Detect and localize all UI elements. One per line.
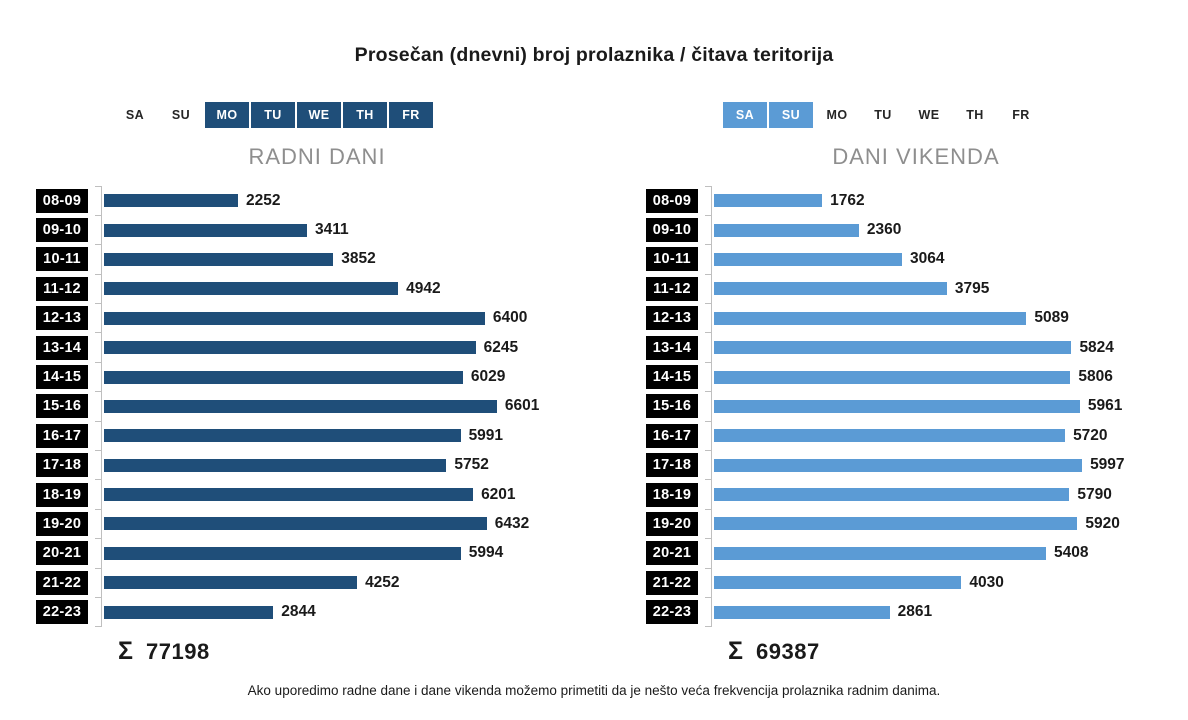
bar-area (711, 421, 1186, 450)
bar-area (711, 245, 1186, 274)
bar (714, 547, 1046, 560)
time-label: 18-19 (36, 483, 88, 507)
chart-row (36, 304, 598, 333)
chart-row (36, 333, 598, 362)
day-filter-weekend (646, 102, 1186, 128)
chart-row (36, 480, 598, 509)
sum-row-weekend (646, 637, 1186, 666)
bar-value-label: 2252 (246, 191, 281, 209)
bar-area (711, 451, 1186, 480)
chart-row (646, 392, 1186, 421)
chart-row (646, 480, 1186, 509)
bar-value-label: 6245 (483, 338, 519, 356)
time-label: 17-18 (646, 453, 698, 477)
bar-area (101, 186, 598, 215)
time-label: 17-18 (36, 453, 88, 477)
bar-value-label: 6601 (504, 397, 540, 415)
bar-area (101, 480, 598, 509)
time-label: 21-22 (646, 571, 698, 595)
chart-row (646, 245, 1186, 274)
bar-area (711, 392, 1186, 421)
bar-value-label: 4942 (406, 279, 441, 297)
chart-row (36, 362, 598, 391)
time-label: 20-21 (646, 541, 698, 565)
time-label: 13-14 (36, 336, 88, 360)
bar-value-label: 4030 (969, 573, 1004, 591)
time-label: 19-20 (646, 512, 698, 536)
bar-area (101, 274, 598, 303)
bar (714, 282, 947, 295)
chart-subtitle-weekend: DANI VIKENDA (832, 144, 1000, 169)
chart-row (646, 451, 1186, 480)
chart-row (646, 274, 1186, 303)
bar (104, 606, 273, 619)
bar-value-label: 5089 (1034, 309, 1069, 327)
bar-value-label: 5997 (1090, 456, 1125, 474)
chart-row (36, 274, 598, 303)
bar-area (101, 392, 598, 421)
bar (714, 253, 902, 266)
day-chip-su[interactable]: SU (769, 102, 813, 128)
bar (104, 459, 446, 472)
bar-value-label: 5961 (1087, 397, 1123, 415)
time-label: 22-23 (36, 600, 88, 624)
bar-value-label: 5752 (454, 456, 489, 474)
bar-value-label: 2844 (281, 603, 316, 621)
time-label: 15-16 (36, 394, 88, 418)
bar-area (101, 304, 598, 333)
sum-value-weekend: 69387 (756, 638, 820, 664)
time-label: 09-10 (36, 218, 88, 242)
chart-row (36, 245, 598, 274)
bar-value-label: 1762 (830, 191, 865, 209)
bar-area (101, 451, 598, 480)
bar (104, 282, 398, 295)
day-chip-we[interactable]: WE (297, 102, 341, 128)
bar (104, 400, 497, 413)
bar-area (101, 421, 598, 450)
bar (714, 576, 961, 589)
chart-row (36, 451, 598, 480)
bar (714, 488, 1069, 501)
bar-area (101, 333, 598, 362)
chart-row (646, 186, 1186, 215)
time-label: 22-23 (646, 600, 698, 624)
bar-area (711, 274, 1186, 303)
bar-area (101, 362, 598, 391)
time-label: 19-20 (36, 512, 88, 536)
bar (104, 429, 461, 442)
bar (104, 488, 473, 501)
bar-value-label: 4252 (365, 573, 400, 591)
chart-row (36, 215, 598, 244)
time-label: 16-17 (646, 424, 698, 448)
day-chip-mo[interactable]: MO (826, 108, 848, 122)
bar (714, 224, 859, 237)
chart-weekend (646, 102, 1186, 666)
chart-row (646, 362, 1186, 391)
bar-value-label: 5720 (1073, 426, 1108, 444)
bar (104, 341, 476, 354)
chart-row (646, 597, 1186, 626)
bar-area (711, 362, 1186, 391)
chart-subtitle-workdays: RADNI DANI (248, 144, 386, 169)
time-label: 15-16 (646, 394, 698, 418)
day-chip-su[interactable]: SU (171, 108, 191, 122)
chart-row (36, 597, 598, 626)
time-label: 14-15 (36, 365, 88, 389)
bar-area (711, 480, 1186, 509)
chart-row (646, 215, 1186, 244)
sum-row-workdays (36, 637, 598, 666)
day-chip-sa[interactable]: SA (723, 102, 767, 128)
bar-area (711, 568, 1186, 597)
bar-value-label: 6400 (492, 309, 528, 327)
time-label: 18-19 (646, 483, 698, 507)
chart-row (646, 539, 1186, 568)
bar-area (711, 509, 1186, 538)
chart-row (646, 509, 1186, 538)
bar-value-label: 5408 (1053, 544, 1089, 562)
bar (714, 312, 1026, 325)
day-chip-fr[interactable]: FR (389, 102, 433, 128)
bar-value-label: 6201 (481, 485, 516, 503)
bar-value-label: 5991 (468, 426, 504, 444)
bar-value-label: 2861 (897, 603, 933, 621)
bar-value-label: 6029 (470, 368, 506, 386)
bar-value-label: 3411 (315, 221, 349, 239)
time-label: 11-12 (646, 277, 698, 301)
time-label: 09-10 (646, 218, 698, 242)
bar-value-label: 3064 (910, 250, 945, 268)
bar-area (101, 597, 598, 626)
day-chip-sa[interactable]: SA (125, 108, 145, 122)
plot-weekend (646, 186, 1186, 627)
bar-value-label: 3795 (954, 279, 990, 297)
bar-area (101, 509, 598, 538)
bar-value-label: 5790 (1077, 485, 1112, 503)
bar-area (101, 568, 598, 597)
sigma-icon: Σ (118, 636, 134, 665)
time-label: 12-13 (36, 306, 88, 330)
bar-value-label: 6432 (494, 514, 530, 532)
time-label: 11-12 (36, 277, 88, 301)
time-label: 14-15 (646, 365, 698, 389)
day-chip-th[interactable]: TH (343, 102, 387, 128)
bar (104, 312, 485, 325)
chart-row (36, 568, 598, 597)
bar (714, 429, 1065, 442)
time-label: 10-11 (36, 247, 88, 271)
chart-row (646, 568, 1186, 597)
bar (104, 517, 487, 530)
bar-area (711, 304, 1186, 333)
bar-value-label: 5824 (1079, 338, 1114, 356)
time-label: 16-17 (36, 424, 88, 448)
bar-value-label: 5920 (1085, 514, 1120, 532)
bar-area (101, 539, 598, 568)
chart-row (646, 421, 1186, 450)
time-label: 13-14 (646, 336, 698, 360)
day-chip-fr[interactable]: FR (1012, 108, 1030, 122)
chart-row (36, 186, 598, 215)
bar-area (711, 333, 1186, 362)
bar-area (711, 597, 1186, 626)
time-label: 10-11 (646, 247, 698, 271)
footer-note: Ako uporedimo radne dane i dane vikenda možemo primetiti da je nešto veća frekvencija prolaznika radnim danima. (247, 683, 941, 698)
bar-area (711, 539, 1186, 568)
bar (714, 400, 1080, 413)
bar (104, 224, 307, 237)
time-label: 21-22 (36, 571, 88, 595)
bar-area (101, 245, 598, 274)
bar (104, 194, 238, 207)
chart-row (36, 421, 598, 450)
bar-value-label: 2360 (866, 221, 902, 239)
plot-workdays (36, 186, 598, 627)
chart-row (646, 304, 1186, 333)
bar (104, 253, 333, 266)
day-chip-mo[interactable]: MO (205, 102, 249, 128)
bar-value-label: 3852 (341, 250, 376, 268)
chart-row (36, 392, 598, 421)
chart-workdays (36, 102, 598, 666)
day-chip-th[interactable]: TH (966, 108, 984, 122)
bar (104, 547, 461, 560)
day-filter-workdays (36, 102, 598, 128)
bar (714, 459, 1082, 472)
sigma-icon: Σ (728, 636, 744, 665)
bar-area (101, 215, 598, 244)
bar-area (711, 215, 1186, 244)
day-chip-we[interactable]: WE (918, 108, 940, 122)
bar-value-label: 5994 (468, 544, 504, 562)
bar (104, 576, 357, 589)
time-label: 08-09 (646, 189, 698, 213)
chart-main-title: Prosečan (dnevni) broj prolaznika / čitava teritorija (354, 44, 834, 66)
bar (714, 194, 822, 207)
time-label: 12-13 (646, 306, 698, 330)
bar (714, 341, 1071, 354)
bar-value-label: 5806 (1078, 368, 1113, 386)
bar (714, 371, 1070, 384)
chart-row (646, 333, 1186, 362)
chart-row (36, 509, 598, 538)
chart-row (36, 539, 598, 568)
bar-area (711, 186, 1186, 215)
bar (714, 606, 890, 619)
time-label: 20-21 (36, 541, 88, 565)
time-label: 08-09 (36, 189, 88, 213)
bar (104, 371, 463, 384)
day-chip-tu[interactable]: TU (251, 102, 295, 128)
bar (714, 517, 1077, 530)
sum-value-workdays: 77198 (146, 638, 210, 664)
day-chip-tu[interactable]: TU (874, 108, 892, 122)
